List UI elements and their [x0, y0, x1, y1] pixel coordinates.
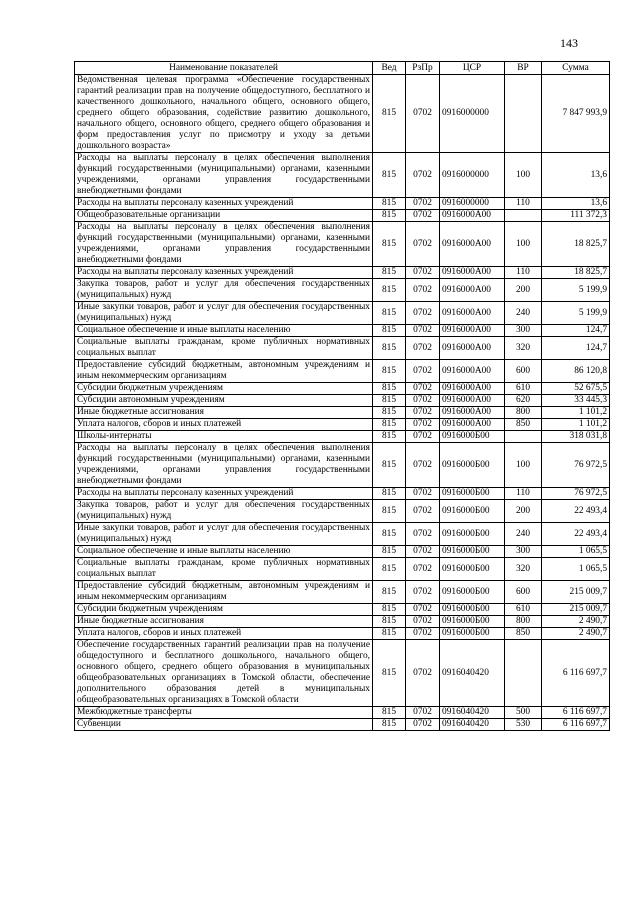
table-row: [75, 198, 610, 210]
cell-ved: 815: [373, 325, 406, 337]
cell-name: Социальные выплаты гражданам, кроме публичных нормативных социальных выплат: [75, 337, 373, 360]
table-row: [75, 616, 610, 628]
cell-rzpr: 0702: [406, 75, 440, 153]
cell-vr: 600: [505, 360, 542, 383]
cell-sum: 18 825,7: [542, 222, 610, 267]
table-row: [75, 488, 610, 500]
cell-ved: 815: [373, 546, 406, 558]
table-row: [75, 407, 610, 419]
cell-name: Иные закупки товаров, работ и услуг для обеспечения государственных (муниципальных) нужд: [75, 523, 373, 546]
cell-rzpr: 0702: [406, 500, 440, 523]
cell-rzpr: 0702: [406, 383, 440, 395]
cell-vr: [505, 75, 542, 153]
cell-name: Субсидии бюджетным учреждениям: [75, 383, 373, 395]
cell-csr: 0916000Б00: [440, 616, 505, 628]
cell-rzpr: 0702: [406, 443, 440, 488]
cell-csr: 0916000А00: [440, 302, 505, 325]
table-row: [75, 546, 610, 558]
table-row: [75, 419, 610, 431]
table-header-row: [75, 62, 610, 75]
cell-sum: 52 675,5: [542, 383, 610, 395]
cell-vr: 100: [505, 153, 542, 198]
cell-rzpr: 0702: [406, 419, 440, 431]
page-number: 143: [560, 36, 578, 50]
table-row: [75, 431, 610, 443]
cell-csr: 0916000Б00: [440, 488, 505, 500]
cell-sum: 1 065,5: [542, 546, 610, 558]
cell-sum: 1 101,2: [542, 407, 610, 419]
table-row: [75, 153, 610, 198]
cell-name: Расходы на выплаты персоналу в целях обеспечения выполнения функций государственными (муниципальными) органами, казенными учреждениями, органами управления государственными внебюджетными фондами: [75, 222, 373, 267]
cell-name: Школы-интернаты: [75, 431, 373, 443]
table-row: [75, 75, 610, 153]
cell-ved: 815: [373, 302, 406, 325]
cell-sum: 2 490,7: [542, 616, 610, 628]
cell-rzpr: 0702: [406, 628, 440, 640]
cell-rzpr: 0702: [406, 337, 440, 360]
cell-csr: 0916000000: [440, 75, 505, 153]
cell-ved: 815: [373, 395, 406, 407]
cell-sum: 124,7: [542, 337, 610, 360]
table-row: [75, 628, 610, 640]
cell-csr: 0916000А00: [440, 279, 505, 302]
cell-ved: 815: [373, 337, 406, 360]
cell-rzpr: 0702: [406, 431, 440, 443]
cell-csr: 0916000Б00: [440, 431, 505, 443]
cell-ved: 815: [373, 407, 406, 419]
cell-sum: 76 972,5: [542, 443, 610, 488]
cell-name: Обеспечение государственных гарантий реализации прав на получение общедоступного и бесплатного дошкольного, начального общего, основного общего, среднего общего образования в муниципальных общеобразовательных организациях в Томской области, обеспечение дополнительного образования детей в муниципальных общеобразовательных организациях в Томской области: [75, 640, 373, 707]
cell-vr: 610: [505, 383, 542, 395]
header-sum: Сумма: [542, 62, 610, 75]
cell-csr: 0916000Б00: [440, 604, 505, 616]
cell-rzpr: 0702: [406, 279, 440, 302]
cell-csr: 0916000А00: [440, 222, 505, 267]
cell-csr: 0916000А00: [440, 337, 505, 360]
cell-vr: 100: [505, 222, 542, 267]
cell-sum: 318 031,8: [542, 431, 610, 443]
table-row: [75, 222, 610, 267]
cell-ved: 815: [373, 153, 406, 198]
table-row: [75, 279, 610, 302]
cell-vr: 200: [505, 279, 542, 302]
cell-rzpr: 0702: [406, 407, 440, 419]
cell-name: Закупка товаров, работ и услуг для обеспечения государственных (муниципальных) нужд: [75, 279, 373, 302]
table-body: [75, 75, 610, 731]
cell-name: Иные бюджетные ассигнования: [75, 407, 373, 419]
cell-vr: 300: [505, 546, 542, 558]
header-ved: Вед: [373, 62, 406, 75]
cell-csr: 0916000А00: [440, 267, 505, 279]
cell-ved: 815: [373, 279, 406, 302]
cell-sum: 76 972,5: [542, 488, 610, 500]
cell-csr: 0916000А00: [440, 419, 505, 431]
cell-sum: 86 120,8: [542, 360, 610, 383]
cell-ved: 815: [373, 628, 406, 640]
header-csr: ЦСР: [440, 62, 505, 75]
cell-csr: 0916000Б00: [440, 581, 505, 604]
cell-ved: 815: [373, 419, 406, 431]
cell-sum: 1 101,2: [542, 419, 610, 431]
cell-sum: 5 199,9: [542, 302, 610, 325]
cell-sum: 7 847 993,9: [542, 75, 610, 153]
cell-csr: 0916000Б00: [440, 558, 505, 581]
cell-vr: 500: [505, 707, 542, 719]
cell-csr: 0916040420: [440, 640, 505, 707]
cell-name: Социальное обеспечение и иные выплаты населению: [75, 325, 373, 337]
table-row: [75, 500, 610, 523]
table-row: [75, 443, 610, 488]
cell-sum: 124,7: [542, 325, 610, 337]
cell-csr: 0916000А00: [440, 210, 505, 222]
cell-vr: 100: [505, 443, 542, 488]
cell-csr: 0916000А00: [440, 383, 505, 395]
cell-ved: 815: [373, 443, 406, 488]
cell-vr: 600: [505, 581, 542, 604]
cell-name: Иные бюджетные ассигнования: [75, 616, 373, 628]
cell-rzpr: 0702: [406, 719, 440, 731]
cell-sum: 1 065,5: [542, 558, 610, 581]
cell-name: Общеобразовательные организации: [75, 210, 373, 222]
cell-sum: 13,6: [542, 153, 610, 198]
cell-name: Расходы на выплаты персоналу в целях обеспечения выполнения функций государственными (муниципальными) органами, казенными учреждениями, органами управления государственными внебюджетными фондами: [75, 443, 373, 488]
cell-vr: 620: [505, 395, 542, 407]
cell-vr: [505, 210, 542, 222]
cell-csr: 0916000А00: [440, 325, 505, 337]
cell-name: Уплата налогов, сборов и иных платежей: [75, 419, 373, 431]
table-row: [75, 360, 610, 383]
cell-rzpr: 0702: [406, 395, 440, 407]
cell-name: Субсидии автономным учреждениям: [75, 395, 373, 407]
cell-vr: 800: [505, 616, 542, 628]
cell-ved: 815: [373, 431, 406, 443]
cell-csr: 0916000Б00: [440, 523, 505, 546]
cell-vr: 320: [505, 337, 542, 360]
table-row: [75, 302, 610, 325]
cell-rzpr: 0702: [406, 325, 440, 337]
cell-rzpr: 0702: [406, 558, 440, 581]
table-row: [75, 707, 610, 719]
cell-name: Социальные выплаты гражданам, кроме публичных нормативных социальных выплат: [75, 558, 373, 581]
cell-vr: 110: [505, 488, 542, 500]
cell-name: Расходы на выплаты персоналу в целях обеспечения выполнения функций государственными (муниципальными) органами, казенными учреждениями, органами управления государственными внебюджетными фондами: [75, 153, 373, 198]
cell-rzpr: 0702: [406, 360, 440, 383]
cell-name: Расходы на выплаты персоналу казенных учреждений: [75, 267, 373, 279]
cell-sum: 6 116 697,7: [542, 707, 610, 719]
cell-ved: 815: [373, 616, 406, 628]
cell-rzpr: 0702: [406, 488, 440, 500]
table-row: [75, 337, 610, 360]
header-rzpr: РзПр: [406, 62, 440, 75]
cell-ved: 815: [373, 75, 406, 153]
cell-ved: 815: [373, 523, 406, 546]
cell-sum: 2 490,7: [542, 628, 610, 640]
cell-name: Субвенции: [75, 719, 373, 731]
cell-vr: 300: [505, 325, 542, 337]
table-row: [75, 719, 610, 731]
cell-rzpr: 0702: [406, 640, 440, 707]
cell-name: Расходы на выплаты персоналу казенных учреждений: [75, 198, 373, 210]
cell-name: Иные закупки товаров, работ и услуг для обеспечения государственных (муниципальных) нужд: [75, 302, 373, 325]
cell-vr: 850: [505, 419, 542, 431]
cell-ved: 815: [373, 707, 406, 719]
cell-ved: 815: [373, 210, 406, 222]
table-row: [75, 267, 610, 279]
table-row: [75, 558, 610, 581]
cell-vr: 240: [505, 523, 542, 546]
cell-rzpr: 0702: [406, 707, 440, 719]
cell-rzpr: 0702: [406, 267, 440, 279]
cell-csr: 0916000Б00: [440, 443, 505, 488]
cell-vr: 240: [505, 302, 542, 325]
cell-csr: 0916040420: [440, 707, 505, 719]
cell-sum: 215 009,7: [542, 604, 610, 616]
cell-ved: 815: [373, 383, 406, 395]
cell-csr: 0916000000: [440, 198, 505, 210]
table-row: [75, 581, 610, 604]
cell-sum: 6 116 697,7: [542, 719, 610, 731]
cell-rzpr: 0702: [406, 210, 440, 222]
cell-ved: 815: [373, 500, 406, 523]
cell-vr: 610: [505, 604, 542, 616]
cell-csr: 0916000Б00: [440, 500, 505, 523]
cell-name: Социальное обеспечение и иные выплаты населению: [75, 546, 373, 558]
cell-rzpr: 0702: [406, 523, 440, 546]
cell-name: Закупка товаров, работ и услуг для обеспечения государственных (муниципальных) нужд: [75, 500, 373, 523]
cell-ved: 815: [373, 640, 406, 707]
cell-name: Предоставление субсидий бюджетным, автономным учреждениям и иным некоммерческим организациям: [75, 360, 373, 383]
header-name: Наименование показателей: [75, 62, 373, 75]
cell-ved: 815: [373, 198, 406, 210]
table-row: [75, 604, 610, 616]
cell-rzpr: 0702: [406, 302, 440, 325]
cell-sum: 18 825,7: [542, 267, 610, 279]
cell-csr: 0916000000: [440, 153, 505, 198]
cell-vr: 850: [505, 628, 542, 640]
cell-name: Уплата налогов, сборов и иных платежей: [75, 628, 373, 640]
table-row: [75, 640, 610, 707]
cell-vr: 800: [505, 407, 542, 419]
cell-ved: 815: [373, 558, 406, 581]
cell-rzpr: 0702: [406, 222, 440, 267]
cell-name: Субсидии бюджетным учреждениям: [75, 604, 373, 616]
cell-name: Межбюджетные трансферты: [75, 707, 373, 719]
cell-sum: 33 445,3: [542, 395, 610, 407]
cell-vr: [505, 431, 542, 443]
cell-rzpr: 0702: [406, 198, 440, 210]
cell-ved: 815: [373, 267, 406, 279]
cell-rzpr: 0702: [406, 581, 440, 604]
cell-csr: 0916000А00: [440, 360, 505, 383]
cell-vr: 110: [505, 267, 542, 279]
budget-table: [74, 61, 610, 731]
cell-csr: 0916000А00: [440, 407, 505, 419]
cell-ved: 815: [373, 719, 406, 731]
cell-sum: 22 493,4: [542, 523, 610, 546]
cell-csr: 0916000Б00: [440, 546, 505, 558]
cell-vr: 200: [505, 500, 542, 523]
cell-ved: 815: [373, 488, 406, 500]
cell-sum: 22 493,4: [542, 500, 610, 523]
cell-ved: 815: [373, 360, 406, 383]
cell-csr: 0916040420: [440, 719, 505, 731]
cell-name: Ведомственная целевая программа «Обеспечение государственных гарантий реализации прав на получение общедоступного, бесплатного и качественного дошкольного, начального общего, основного общего, среднего общего образования, содействие развитию дошкольного, начального общего, основного общего, среднего общего образования и форм предоставления услуг по присмотру и уходу за детьми дошкольного возраста»: [75, 75, 373, 153]
table-row: [75, 383, 610, 395]
cell-name: Предоставление субсидий бюджетным, автономным учреждениям и иным некоммерческим организациям: [75, 581, 373, 604]
table-row: [75, 325, 610, 337]
cell-ved: 815: [373, 222, 406, 267]
cell-csr: 0916000Б00: [440, 628, 505, 640]
cell-rzpr: 0702: [406, 546, 440, 558]
cell-sum: 5 199,9: [542, 279, 610, 302]
cell-ved: 815: [373, 581, 406, 604]
cell-rzpr: 0702: [406, 604, 440, 616]
cell-vr: 320: [505, 558, 542, 581]
cell-sum: 6 116 697,7: [542, 640, 610, 707]
table-row: [75, 523, 610, 546]
cell-ved: 815: [373, 604, 406, 616]
header-vr: ВР: [505, 62, 542, 75]
cell-csr: 0916000А00: [440, 395, 505, 407]
cell-vr: 110: [505, 198, 542, 210]
cell-vr: [505, 640, 542, 707]
cell-sum: 111 372,3: [542, 210, 610, 222]
table-row: [75, 210, 610, 222]
cell-rzpr: 0702: [406, 616, 440, 628]
table-row: [75, 395, 610, 407]
cell-vr: 530: [505, 719, 542, 731]
cell-name: Расходы на выплаты персоналу казенных учреждений: [75, 488, 373, 500]
cell-sum: 215 009,7: [542, 581, 610, 604]
cell-rzpr: 0702: [406, 153, 440, 198]
cell-sum: 13,6: [542, 198, 610, 210]
